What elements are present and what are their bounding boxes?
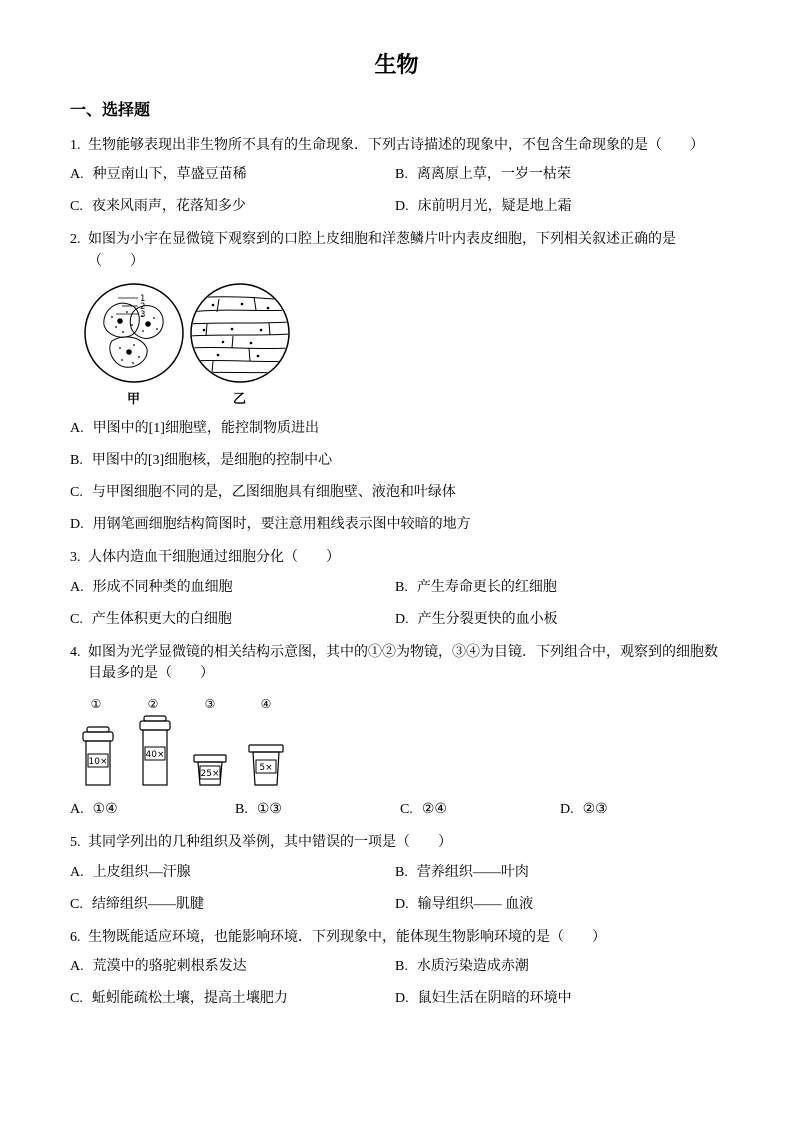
figure-label-jia: 甲 — [127, 391, 141, 407]
cells-figure — [82, 279, 723, 407]
options-grid — [70, 577, 723, 630]
option-label: A. — [70, 579, 84, 595]
option-label: B. — [395, 579, 408, 595]
option — [395, 894, 723, 915]
lens-4-mag: 5× — [259, 762, 273, 773]
option-label: D. — [560, 801, 574, 817]
option-text: ①④ — [92, 801, 118, 817]
figure-label-yi: 乙 — [233, 391, 247, 407]
lens-3-number: ③ — [204, 696, 216, 711]
option — [70, 862, 395, 883]
option — [70, 196, 395, 217]
option-text: 用钢笔画细胞结构简图时，要注意用粗线表示图中较暗的地方 — [92, 516, 471, 532]
option — [395, 862, 723, 883]
option-label: C. — [70, 199, 83, 215]
question-stem — [70, 547, 723, 569]
option-text: 蚯蚓能疏松土壤，提高土壤肥力 — [91, 991, 288, 1007]
option-text: 离离原上草，一岁一枯荣 — [416, 167, 571, 183]
option-text: 夜来风雨声，花落知多少 — [91, 199, 246, 215]
option — [395, 609, 723, 630]
option-text: 种豆南山下，草盛豆苗稀 — [92, 167, 247, 183]
lens-1-number: ① — [90, 696, 102, 711]
option-label: D. — [70, 516, 84, 532]
page-title: 生物 — [374, 52, 419, 77]
question-text: 如图为小宇在显微镜下观察到的口腔上皮细胞和洋葱鳞片叶内表皮细胞，下列相关叙述正确的是（ ） — [88, 232, 676, 270]
option-label: A. — [70, 167, 84, 183]
lens-4-number: ④ — [260, 696, 272, 711]
question-text: 生物能够表现出非生物所不具有的生命现象．下列古诗描述的现象中，不包含生命现象的是（ ） — [88, 137, 704, 153]
question-4 — [70, 642, 723, 820]
question-text: 如图为光学显微镜的相关结构示意图，其中的①②为物镜，③④为目镜．下列组合中，观察到的细胞数目最多的是（ ） — [88, 644, 718, 682]
question-3 — [70, 547, 723, 630]
question-text: 人体内造血干细胞通过细胞分化（ ） — [88, 549, 340, 565]
option-text: 输导组织—— 血液 — [417, 896, 534, 912]
option — [70, 418, 723, 439]
options-list — [70, 418, 723, 535]
question-stem — [70, 135, 723, 157]
question-5 — [70, 832, 723, 915]
options-grid — [70, 956, 723, 1009]
option-label: D. — [395, 199, 409, 215]
question-number: 4. — [70, 644, 81, 660]
option — [560, 799, 723, 820]
option-text: 床前明月光，疑是地上霜 — [417, 199, 572, 215]
question-number: 5. — [70, 834, 81, 850]
option-text: 甲图中的[1]细胞壁，能控制物质进出 — [92, 420, 319, 436]
option-text: 产生分裂更快的血小板 — [417, 611, 558, 627]
option — [70, 956, 395, 977]
option-label: C. — [400, 801, 413, 817]
option-label: D. — [395, 991, 409, 1007]
option — [235, 799, 400, 820]
option-label: B. — [395, 864, 408, 880]
option-text: ②③ — [582, 801, 608, 817]
callout-2: 2 — [140, 301, 146, 312]
question-6 — [70, 927, 723, 1010]
option — [70, 609, 395, 630]
options-grid — [70, 799, 723, 820]
option-text: 结缔组织——肌腱 — [91, 896, 204, 912]
yi-cell-view — [190, 284, 290, 382]
option-text: 产生寿命更长的红细胞 — [416, 579, 557, 595]
options-grid — [70, 862, 723, 915]
option-label: D. — [395, 896, 409, 912]
question-number: 6. — [70, 929, 81, 945]
option-label: A. — [70, 864, 84, 880]
lens-2-number: ② — [147, 696, 159, 711]
option-text: ①③ — [256, 801, 282, 817]
option-text: 产生体积更大的白细胞 — [91, 611, 232, 627]
option-label: B. — [70, 452, 83, 468]
option-label: C. — [70, 991, 83, 1007]
option-label: B. — [395, 959, 408, 975]
question-stem — [70, 642, 723, 685]
option-label: A. — [70, 420, 84, 436]
option-text: 水质污染造成赤潮 — [416, 959, 529, 975]
option-label: B. — [395, 167, 408, 183]
option-text: 鼠妇生活在阴暗的环境中 — [417, 991, 572, 1007]
option — [400, 799, 560, 820]
question-1 — [70, 135, 723, 218]
option-label: A. — [70, 959, 84, 975]
option-text: 形成不同种类的血细胞 — [92, 579, 233, 595]
options-grid — [70, 164, 723, 217]
jia-cell-view — [85, 284, 183, 382]
question-stem — [70, 927, 723, 949]
question-number: 3. — [70, 549, 81, 565]
section-heading: 一、选择题 — [70, 102, 151, 120]
question-2 — [70, 229, 723, 534]
option — [70, 799, 235, 820]
option-text: 荒漠中的骆驼刺根系发达 — [92, 959, 247, 975]
option-label: C. — [70, 611, 83, 627]
option — [70, 450, 723, 471]
question-text: 其同学列出的几种组织及举例，其中错误的一项是（ ） — [88, 834, 452, 850]
lens-3-mag: 25× — [200, 768, 220, 779]
option — [70, 988, 395, 1009]
option — [395, 988, 723, 1009]
question-stem — [70, 229, 723, 272]
option-text: 甲图中的[3]细胞核，是细胞的控制中心 — [91, 452, 333, 468]
lenses-figure — [74, 695, 723, 791]
option-label: A. — [70, 801, 84, 817]
option — [70, 164, 395, 185]
option — [395, 577, 723, 598]
question-number: 1. — [70, 137, 81, 153]
option — [395, 956, 723, 977]
lens-2-mag: 40× — [145, 749, 165, 760]
option — [70, 577, 395, 598]
microscope-cells-illustration — [82, 279, 294, 407]
option-text: ②④ — [421, 801, 447, 817]
option-text: 与甲图细胞不同的是，乙图细胞具有细胞壁、液泡和叶绿体 — [91, 484, 456, 500]
option — [395, 196, 723, 217]
lenses-illustration — [74, 695, 299, 791]
option — [70, 514, 723, 535]
option-label: D. — [395, 611, 409, 627]
callout-3: 3 — [140, 309, 146, 320]
option-label: B. — [235, 801, 248, 817]
lens-1-mag: 10× — [88, 756, 108, 767]
objective-lens-10x — [83, 727, 113, 785]
option — [70, 482, 723, 503]
question-number: 2. — [70, 232, 81, 248]
question-stem — [70, 832, 723, 854]
callout-1: 1 — [140, 293, 146, 304]
option — [70, 894, 395, 915]
option-label: C. — [70, 896, 83, 912]
option-label: C. — [70, 484, 83, 500]
option — [395, 164, 723, 185]
option-text: 上皮组织—汗腺 — [92, 864, 191, 880]
option-text: 营养组织——叶肉 — [416, 864, 529, 880]
question-text: 生物既能适应环境，也能影响环境．下列现象中，能体现生物影响环境的是（ ） — [88, 929, 606, 945]
